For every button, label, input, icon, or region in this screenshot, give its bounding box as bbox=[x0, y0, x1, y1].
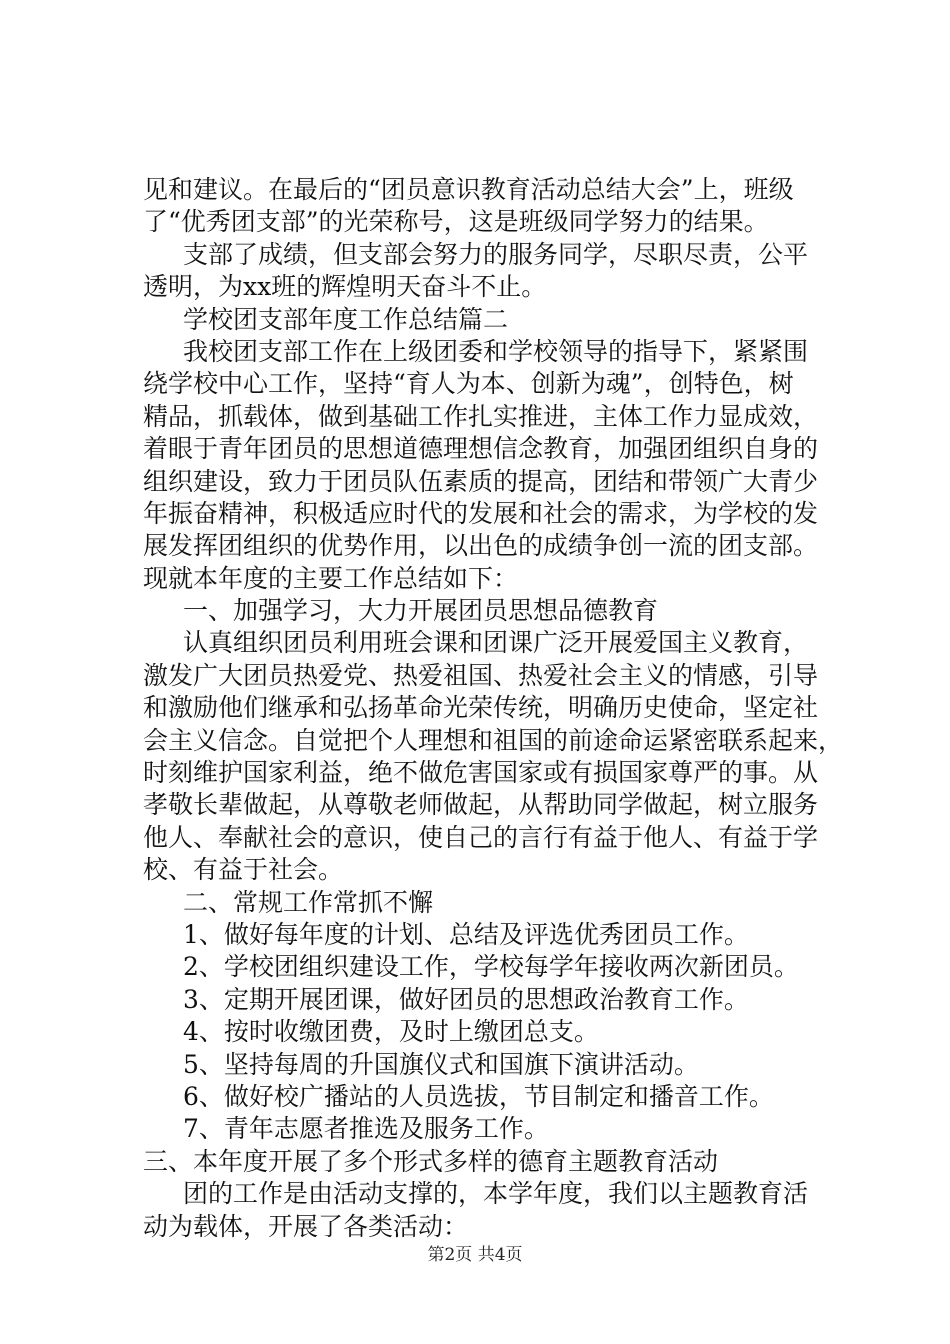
text-line: 认真组织团员利用班会课和团课广泛开展爱国主义教育， bbox=[183, 628, 809, 658]
text-line: 一、加强学习，大力开展团员思想品德教育 bbox=[183, 596, 659, 626]
text-line: 二、常规工作常抓不懈 bbox=[183, 887, 434, 917]
text-line: 着眼于青年团员的思想道德理想信念教育，加强团组织自身的 bbox=[143, 434, 819, 464]
text-line: 展发挥团组织的优势作用，以出色的成绩争创一流的团支部。 bbox=[143, 531, 819, 561]
text-line: 见和建议。在最后的“团员意识教育活动总结大会”上，班级 bbox=[143, 175, 794, 204]
text-line: 2、学校团组织建设工作，学校每学年接收两次新团员。 bbox=[183, 952, 799, 982]
text-line: 绕学校中心工作，坚持“育人为本、创新为魂”，创特色，树 bbox=[143, 369, 794, 399]
text-line: 3、定期开展团课，做好团员的思想政治教育工作。 bbox=[183, 984, 749, 1014]
text-line: 7、青年志愿者推选及服务工作。 bbox=[183, 1114, 549, 1144]
text-line: 我校团支部工作在上级团委和学校领导的指导下，紧紧围 bbox=[183, 336, 809, 366]
text-line: 年振奋精神，积极适应时代的发展和社会的需求，为学校的发 bbox=[143, 498, 819, 528]
text-line: 精品，抓载体，做到基础工作扎实推进，主体工作力显成效， bbox=[143, 401, 819, 431]
text-line: 了“优秀团支部”的光荣称号，这是班级同学努力的结果。 bbox=[143, 207, 769, 237]
text-line: 激发广大团员热爱党、热爱祖国、热爱社会主义的情感，引导 bbox=[143, 660, 819, 690]
text-line: 4、按时收缴团费，及时上缴团总支。 bbox=[183, 1017, 599, 1047]
text-line: 透明，为xx班的辉煌明天奋斗不止。 bbox=[143, 272, 547, 302]
text-line: 5、坚持每周的升国旗仪式和国旗下演讲活动。 bbox=[183, 1049, 699, 1079]
text-line: 6、做好校广播站的人员选拔，节目制定和播音工作。 bbox=[183, 1081, 774, 1111]
text-line: 1、做好每年度的计划、总结及评选优秀团员工作。 bbox=[183, 919, 749, 949]
text-line: 会主义信念。自觉把个人理想和祖国的前途命运紧密联系起来， bbox=[143, 725, 844, 755]
text-line: 组织建设，致力于团员队伍素质的提高，团结和带领广大青少 bbox=[143, 466, 819, 496]
text-line: 动为载体，开展了各类活动： bbox=[143, 1211, 469, 1241]
document-body bbox=[143, 174, 843, 1243]
text-line: 校、有益于社会。 bbox=[143, 855, 344, 885]
text-line: 现就本年度的主要工作总结如下： bbox=[143, 563, 519, 593]
text-line: 和激励他们继承和弘扬革命光荣传统，明确历史使命，坚定社 bbox=[143, 693, 819, 723]
text-line: 支部了成绩，但支部会努力的服务同学，尽职尽责，公平 bbox=[183, 239, 809, 269]
text-line: 他人、奉献社会的意识，使自己的言行有益于他人、有益于学 bbox=[143, 822, 819, 852]
text-line: 三、本年度开展了多个形式多样的德育主题教育活动 bbox=[143, 1146, 719, 1176]
text-line: 时刻维护国家利益，绝不做危害国家或有损国家尊严的事。从 bbox=[143, 758, 819, 788]
page-footer: 第2页 共4页 bbox=[427, 1245, 523, 1265]
text-line: 团的工作是由活动支撑的，本学年度，我们以主题教育活 bbox=[183, 1179, 809, 1209]
text-line: 学校团支部年度工作总结篇二 bbox=[183, 304, 509, 334]
text-line: 孝敬长辈做起，从尊敬老师做起，从帮助同学做起，树立服务 bbox=[143, 790, 819, 820]
